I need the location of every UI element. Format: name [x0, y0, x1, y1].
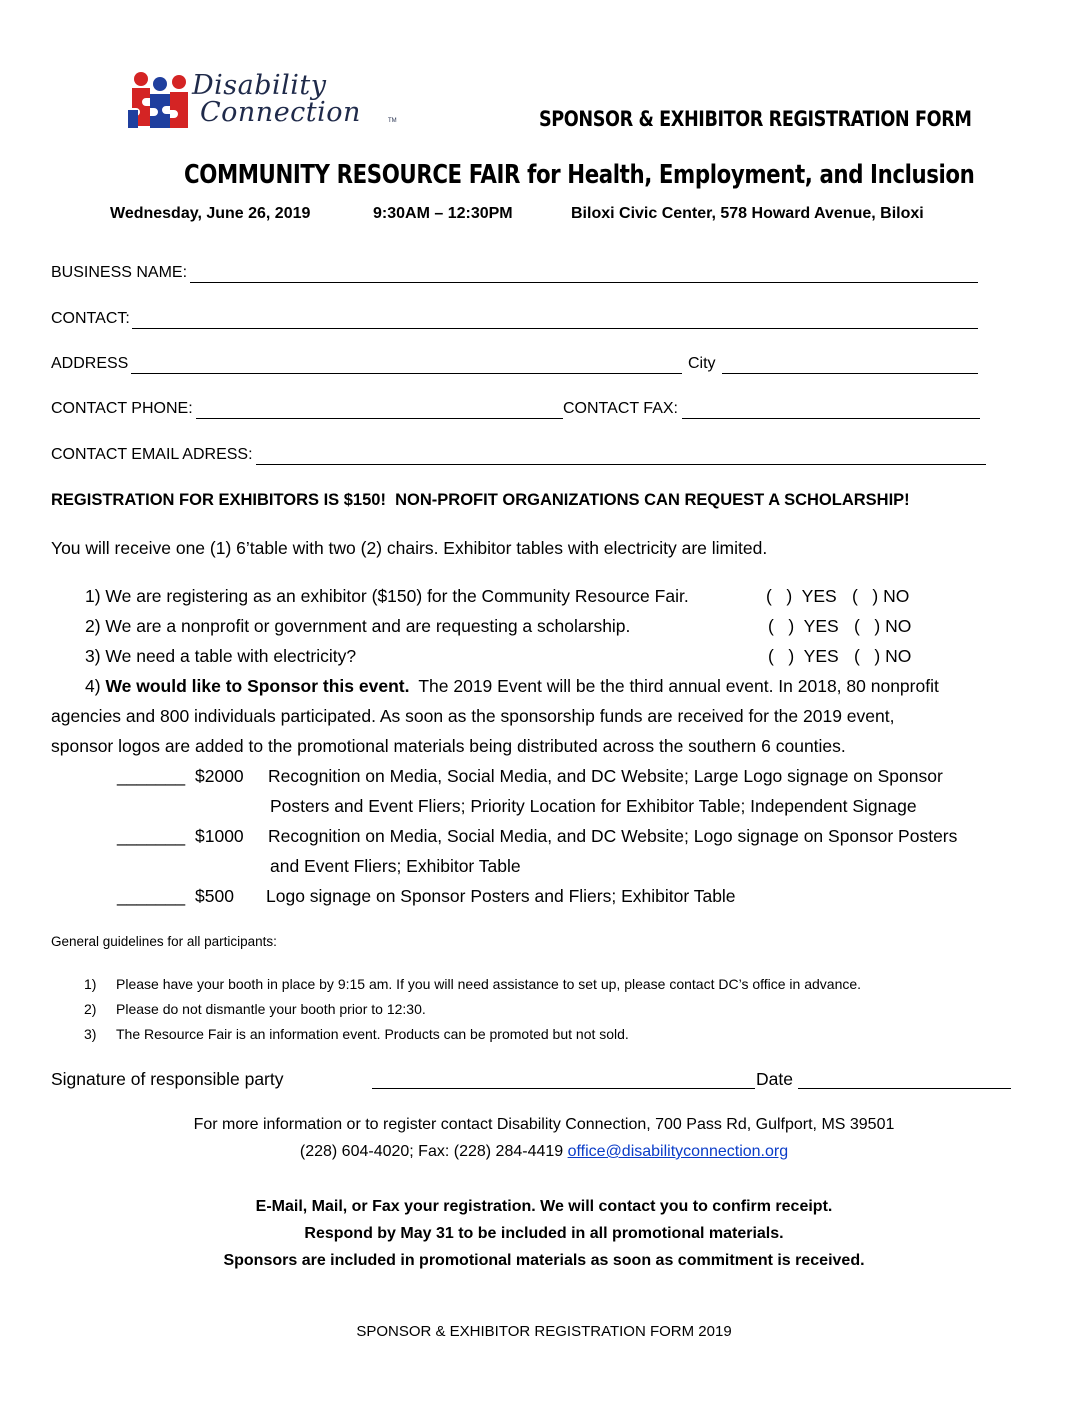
question-exhibitor-no[interactable]: ( ) NO [852, 586, 910, 606]
question-exhibitor-yes[interactable]: ( ) YES [766, 586, 837, 606]
city-field[interactable] [722, 373, 978, 374]
sponsor-line3: sponsor logos are added to the promotional materials being distributed across the southern 6 counties. [51, 736, 846, 756]
form-header-title: SPONSOR & EXHIBITOR REGISTRATION FORM [539, 107, 972, 131]
sponsor-level-2000-amount: $2000 [195, 766, 244, 786]
question-scholarship-no[interactable]: ( ) NO [854, 616, 912, 636]
signature-field[interactable] [372, 1088, 755, 1089]
event-venue: Biloxi Civic Center, 578 Howard Avenue, Biloxi [571, 205, 924, 222]
date-field[interactable] [798, 1088, 1011, 1089]
sponsor-level-500-amount: $500 [195, 886, 234, 906]
sponsor-level-2000-blank[interactable]: _______ [117, 766, 186, 786]
sponsor-level-1000-amount: $1000 [195, 826, 244, 846]
guideline-item: Please do not dismantle your booth prior to 12:30. [116, 1001, 426, 1017]
question-electricity: 3) We need a table with electricity? [85, 646, 357, 666]
business-name-field[interactable] [190, 282, 978, 283]
city-label: City [688, 355, 716, 372]
contact-info-line: For more information or to register contact Disability Connection, 700 Pass Rd, Gulfport, MS 39501 [193, 1116, 895, 1133]
business-name-label: BUSINESS NAME: [51, 264, 188, 281]
contact-phone-label: CONTACT PHONE: [51, 400, 193, 417]
guideline-number: 1) [84, 976, 97, 992]
contact-label: CONTACT: [51, 310, 130, 327]
event-title-sub: for Health, Employment, and Inclusion [527, 160, 975, 190]
signature-label: Signature of responsible party [51, 1069, 284, 1089]
sponsor-line2: agencies and 800 individuals participated. As soon as the sponsorship funds are received for the 2019 event, [51, 706, 895, 726]
closing-line: Respond by May 31 to be included in all promotional materials. [304, 1225, 784, 1242]
contact-field[interactable] [132, 328, 978, 329]
email-link[interactable]: office@disabilityconnection.org [567, 1143, 789, 1160]
contact-phone-field[interactable] [196, 418, 563, 419]
question-electricity-no[interactable]: ( ) NO [854, 646, 912, 666]
sponsor-level-1000-desc2: and Event Fliers; Exhibitor Table [270, 856, 521, 876]
guideline-number: 2) [84, 1001, 97, 1017]
sponsor-level-2000-desc1: Recognition on Media, Social Media, and DC Website; Large Logo signage on Sponsor [268, 766, 943, 786]
guideline-item: The Resource Fair is an information event. Products can be promoted but not sold. [116, 1026, 629, 1042]
sponsor-level-1000-blank[interactable]: _______ [117, 826, 186, 846]
closing-line: Sponsors are included in promotional materials as soon as commitment is received. [223, 1252, 865, 1269]
puzzle-people-icon [126, 70, 194, 132]
event-title [184, 160, 974, 190]
sponsor-number: 4) [85, 676, 101, 696]
sponsor-intro [85, 676, 939, 697]
sponsor-level-500-desc1: Logo signage on Sponsor Posters and Fliers; Exhibitor Table [266, 886, 736, 906]
guideline-item: Please have your booth in place by 9:15 am. If you will need assistance to set up, please contact DC’s office in advance. [116, 976, 862, 992]
guidelines-heading: General guidelines for all participants: [51, 934, 277, 949]
sponsor-heading: We would like to Sponsor this event. [105, 676, 410, 696]
logo-text-line1: Disability [192, 70, 327, 101]
guideline-number: 3) [84, 1026, 97, 1042]
logo-text-line2: Connection [200, 97, 361, 128]
event-title-main: COMMUNITY RESOURCE FAIR [184, 160, 521, 190]
date-label: Date [756, 1069, 793, 1089]
address-label: ADDRESS [51, 355, 129, 372]
sponsor-line1: The 2019 Event will be the third annual event. In 2018, 80 nonprofit [418, 676, 939, 696]
sponsor-level-500-blank[interactable]: _______ [117, 886, 186, 906]
logo-trademark: TM [388, 118, 397, 124]
sponsor-level-1000-desc1: Recognition on Media, Social Media, and DC Website; Logo signage on Sponsor Posters [268, 826, 958, 846]
question-scholarship: 2) We are a nonprofit or government and are requesting a scholarship. [85, 616, 631, 636]
registration-notice: REGISTRATION FOR EXHIBITORS IS $150! NON-PROFIT ORGANIZATIONS CAN REQUEST A SCHOLARSHIP! [51, 491, 910, 509]
address-field[interactable] [131, 373, 682, 374]
page-footer: SPONSOR & EXHIBITOR REGISTRATION FORM 2019 [356, 1323, 732, 1340]
closing-line: E-Mail, Mail, or Fax your registration. We will contact you to confirm receipt. [255, 1198, 833, 1215]
contact-fax-field[interactable] [682, 418, 980, 419]
event-time: 9:30AM – 12:30PM [373, 205, 513, 222]
contact-email-label: CONTACT EMAIL ADRESS: [51, 446, 253, 463]
event-date: Wednesday, June 26, 2019 [110, 205, 311, 222]
question-electricity-yes[interactable]: ( ) YES [768, 646, 839, 666]
phone-fax: (228) 604-4020; Fax: (228) 284-4419 [299, 1143, 564, 1160]
contact-info-phone [0, 1143, 1088, 1161]
question-exhibitor: 1) We are registering as an exhibitor ($150) for the Community Resource Fair. [85, 586, 689, 606]
question-scholarship-yes[interactable]: ( ) YES [768, 616, 839, 636]
contact-email-field[interactable] [256, 464, 986, 465]
logo [126, 70, 396, 132]
contact-fax-label: CONTACT FAX: [563, 400, 678, 417]
table-info: You will receive one (1) 6’table with two (2) chairs. Exhibitor tables with electricity are limited. [51, 538, 768, 558]
sponsor-level-2000-desc2: Posters and Event Fliers; Priority Location for Exhibitor Table; Independent Signage [270, 796, 917, 816]
